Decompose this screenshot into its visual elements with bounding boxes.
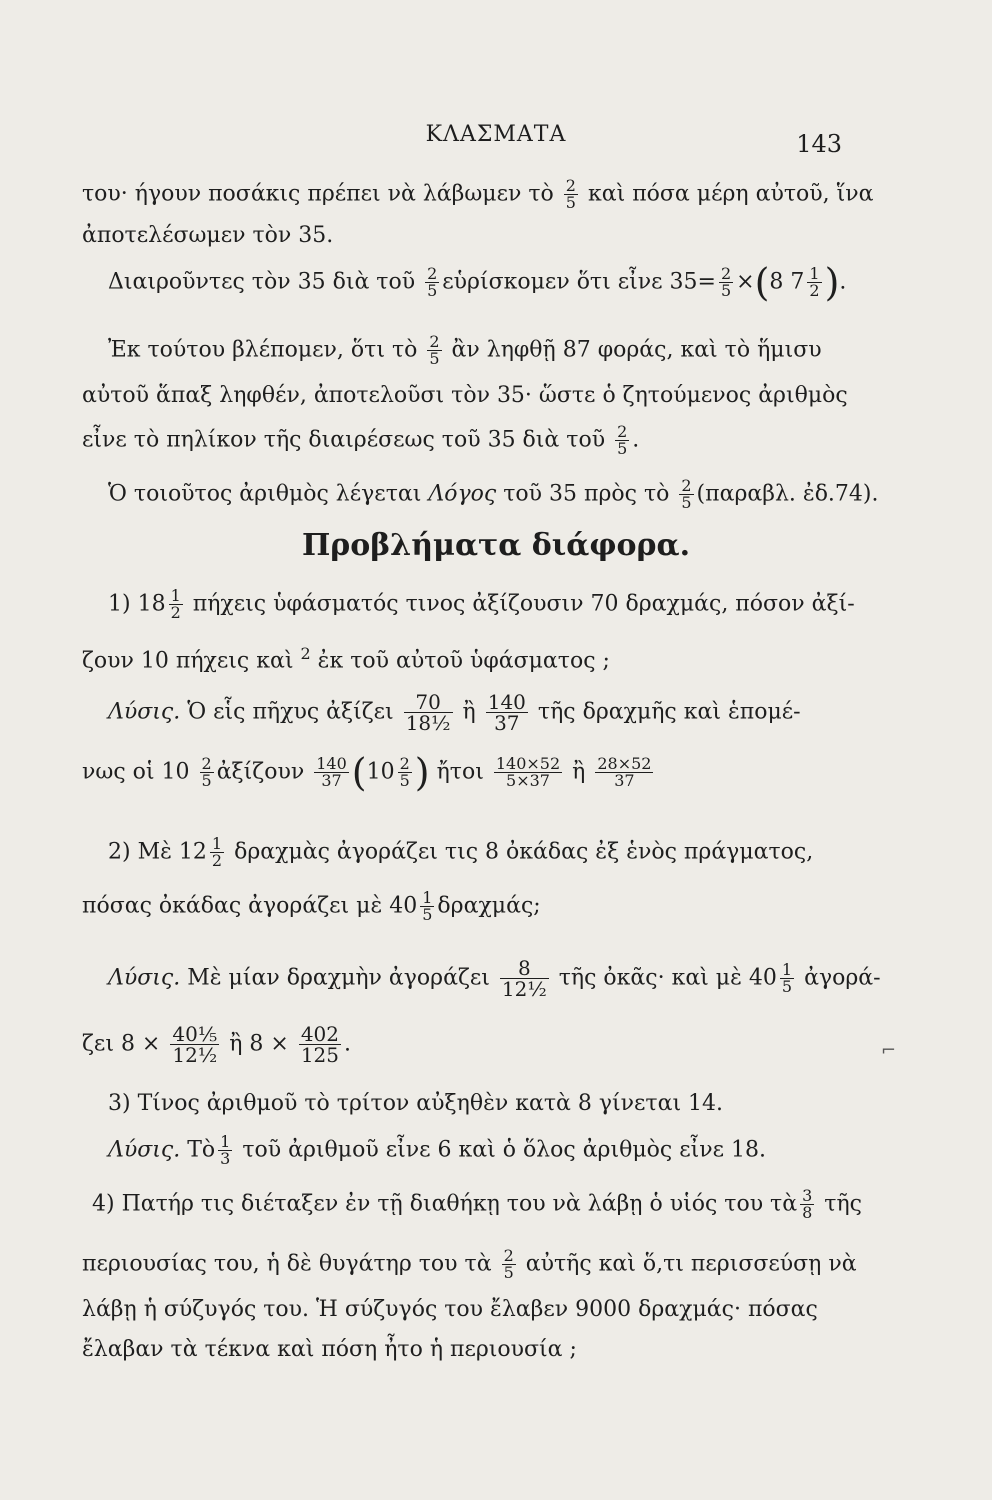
problem-4-line: λάβῃ ἡ σύζυγός του. Ἡ σύζυγός του ἔλαβεν 9000 δραχμάς· πόσας <box>82 1297 818 1322</box>
text-line: Ἐκ τούτου βλέπομεν, ὅτι τὸ $\frac{2}{5}$ ἂν ληφθῇ 87 φοράς, καὶ τὸ ἥμισυ <box>108 332 822 368</box>
problem-2-line: πόσας ὀκάδας ἀγοράζει μὲ 40 $\frac{1}{5}$ δραχμάς; <box>82 888 541 924</box>
text-line: εἶνε τὸ πηλίκον τῆς διαιρέσεως τοῦ 35 διὰ τοῦ $\frac{2}{5}$ . <box>82 422 640 458</box>
fraction: $\frac{2}{5}$ <box>503 1246 514 1282</box>
text-line: αὐτοῦ ἅπαξ ληφθέν, ἀποτελοῦσι τὸν 35· ὥστε ὁ ζητούμενος ἀριθμὸς <box>82 383 848 408</box>
fraction: $\frac{1}{2}$ <box>211 834 223 870</box>
solution-2-line: Λύσις. Μὲ μίαν δραχμὴν ἀγοράζει $\frac{8}{\text{12½}}$ τῆς ὀκᾶς· καὶ μὲ 40 $\frac{1}{5}$ ἀγορά- <box>108 956 881 1001</box>
fraction: $\frac{\text{40⅕}}{\text{12½}}$ <box>172 1022 218 1067</box>
fraction: $\frac{2}{5}$ <box>201 754 212 790</box>
margin-mark: ⌐ <box>880 1040 896 1061</box>
problem-4-line: 4) Πατήρ τις διέταξεν ἐν τῇ διαθήκῃ του νὰ λάβῃ ὁ υἱός του τὰ $\frac{3}{8}$ τῆς <box>92 1186 862 1222</box>
text-line: ἀποτελέσωμεν τὸν 35. <box>82 223 334 248</box>
problem-4-line: ἔλαβαν τὰ τέκνα καὶ πόση ἦτο ἡ περιουσία ; <box>82 1337 577 1362</box>
problem-1-line: 1) 18 $\frac{1}{2}$ πήχεις ὑφάσματός τινος ἀξίζουσιν 70 δραχμάς, πόσον ἀξί- <box>108 586 855 622</box>
solution-3-line: Λύσις. Τὸ $\frac{1}{3}$ τοῦ ἀριθμοῦ εἶνε 6 καὶ ὁ ὅλος ἀριθμὸς εἶνε 18. <box>108 1132 766 1168</box>
fraction: $\frac{8}{\text{12½}}$ <box>501 956 547 1001</box>
problem-4-line: περιουσίας του, ἡ δὲ θυγάτηρ του τὰ $\frac{2}{5}$ αὐτῆς καὶ ὅ,τι περισσεύσῃ νὰ <box>82 1246 857 1282</box>
text-line: Ὁ τοιοῦτος ἀριθμὸς λέγεται Λόγος τοῦ 35 πρὸς τὸ $\frac{2}{5}$ (παραβλ. ἐδ.74). <box>108 476 879 512</box>
text-line: Διαιροῦντες τὸν 35 διὰ τοῦ $\frac{2}{5}$ εὑρίσκομεν ὅτι εἶνε 35= $\frac{2}{5}$ ×(8 7 $\frac{1}{2}$ ). <box>108 260 847 305</box>
problem-1-line: ζουν 10 πήχεις καὶ $^2$ ἐκ τοῦ αὐτοῦ ὑφάσματος ; <box>82 644 610 674</box>
solution-2-line: ζει 8 × $\frac{\text{40⅕}}{\text{12½}}$ ἢ 8 × $\frac{402}{125}$ . <box>82 1022 352 1067</box>
fraction: $\frac{1}{5}$ <box>422 888 433 924</box>
problem-2-line: 2) Μὲ 12 $\frac{1}{2}$ δραχμὰς ἀγοράζει τις 8 ὀκάδας ἐξ ἑνὸς πράγματος, <box>108 834 814 870</box>
solution-1-line: νως οἱ 10 $\frac{2}{5}$ ἀξίζουν $\frac{140}{37}$ (10 $\frac{2}{5}$ ) ἤτοι $\frac{140\times 52}{5\times 37}$ ἢ $\frac{28\times 52}{37}$ <box>82 750 652 795</box>
fraction: $\frac{2}{5}$ <box>617 422 628 458</box>
fraction: $\frac{3}{8}$ <box>802 1186 813 1222</box>
solution-1-line: Λύσις. Ὁ εἷς πῆχυς ἀξίζει $\frac{70}{\text{18½}}$ ἢ $\frac{140}{37}$ τῆς δραχμῆς καὶ ἑπομέ- <box>108 690 801 735</box>
fraction: $\frac{70}{\text{18½}}$ <box>405 690 451 735</box>
fraction: $\frac{140\times 52}{5\times 37}$ <box>495 754 561 790</box>
fraction: $\frac{2}{5}$ <box>427 264 438 300</box>
fraction: $\frac{2}{5}$ <box>565 176 576 212</box>
fraction: $\frac{2}{5}$ <box>429 332 440 368</box>
fraction: $\frac{1}{3}$ <box>220 1132 231 1168</box>
fraction: $\frac{1}{5}$ <box>781 960 793 996</box>
fraction: $\frac{1}{2}$ <box>170 586 181 622</box>
fraction: $\frac{402}{125}$ <box>300 1022 340 1067</box>
fraction: $\frac{140}{37}$ <box>316 754 347 790</box>
text-line: του· ήγουν ποσάκις πρέπει νὰ λάβωμεν τὸ $\frac{2}{5}$ καὶ πόσα μέρη αὐτοῦ, ἵνα <box>82 176 874 212</box>
fraction: $\frac{2}{5}$ <box>720 264 732 300</box>
page-number: 143 <box>796 130 842 158</box>
fraction: $\frac{1}{2}$ <box>809 264 820 300</box>
section-heading: Προβλήματα διάφορα. <box>301 528 691 563</box>
running-head: ΚΛΑΣΜΑΤΑ <box>425 122 567 147</box>
fraction: $\frac{2}{5}$ <box>399 754 410 790</box>
fraction: $\frac{140}{37}$ <box>487 690 526 735</box>
fraction: $\frac{28\times 52}{37}$ <box>597 754 652 790</box>
problem-3-line: 3) Τίνος ἀριθμοῦ τὸ τρίτον αὐξηθὲν κατὰ 8 γίνεται 14. <box>108 1091 724 1116</box>
fraction: $\frac{2}{5}$ <box>681 476 692 512</box>
